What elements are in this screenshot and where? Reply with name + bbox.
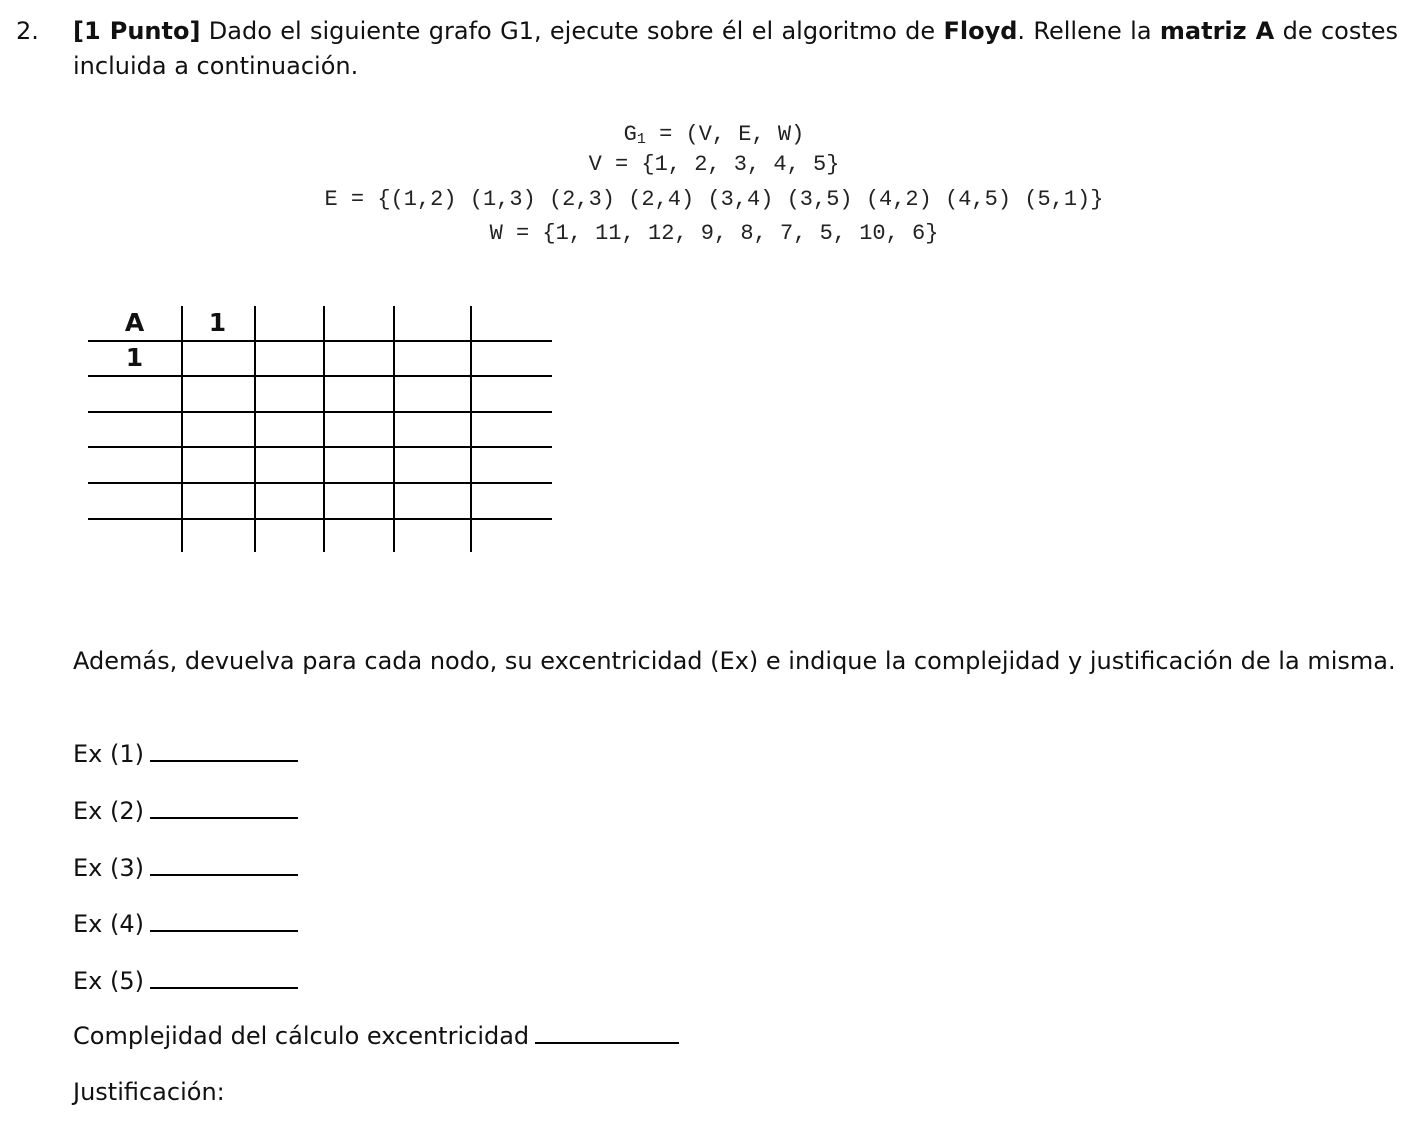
matrix-col-header-1: 1 <box>208 308 227 337</box>
eccentricity-instructions: Además, devuelva para cada nodo, su excentricidad (Ex) e indique la complejidad y justificación de la misma. <box>73 647 1396 675</box>
question-number: 2. <box>16 17 39 45</box>
ex4-row <box>73 907 298 942</box>
ex1-row <box>73 737 298 772</box>
matrix-row-line <box>88 482 552 484</box>
ex3-row <box>73 851 298 886</box>
complexity-row <box>73 1019 679 1054</box>
ex1-label: Ex (1) <box>73 740 144 768</box>
complexity-label: Complejidad del cálculo excentricidad <box>73 1022 530 1050</box>
cost-matrix-a <box>88 306 552 552</box>
edge-set: E = {(1,2) (1,3) (2,3) (2,4) (3,4) (3,5) (4,2) (4,5) (5,1)} <box>324 187 1104 212</box>
matrix-col-line <box>470 306 472 552</box>
matrix-name: matriz A <box>1159 17 1275 45</box>
matrix-corner-label: A <box>124 308 145 337</box>
matrix-row-line <box>88 518 552 520</box>
algorithm-name: Floyd <box>943 17 1018 45</box>
question-statement <box>73 14 1398 84</box>
question-text-a: Dado el siguiente grafo G1, ejecute sobre él el algoritmo de <box>200 17 944 45</box>
question-text-b: . Rellene la <box>1017 17 1160 45</box>
weight-set: W = {1, 11, 12, 9, 8, 7, 5, 10, 6} <box>489 221 939 246</box>
ex3-answer-blank[interactable] <box>150 856 298 876</box>
matrix-col-line <box>323 306 325 552</box>
ex4-label: Ex (4) <box>73 910 144 938</box>
vertex-set: V = {1, 2, 3, 4, 5} <box>588 152 840 177</box>
complexity-answer-blank[interactable] <box>535 1024 679 1044</box>
matrix-col-line <box>181 306 183 552</box>
graph-tuple: = (V, E, W) <box>645 122 805 147</box>
ex1-answer-blank[interactable] <box>150 742 298 762</box>
graph-g-letter: G <box>623 122 637 147</box>
question-points: [1 Punto] <box>73 17 201 45</box>
matrix-col-line <box>393 306 395 552</box>
ex2-row <box>73 794 298 829</box>
matrix-row-line <box>88 446 552 448</box>
ex3-label: Ex (3) <box>73 854 144 882</box>
question-text-c: de costes incluida a continuación. <box>73 17 1399 80</box>
justification-label: Justificación: <box>73 1078 225 1106</box>
matrix-col-line <box>254 306 256 552</box>
ex5-answer-blank[interactable] <box>150 969 298 989</box>
graph-subscript: 1 <box>636 131 646 148</box>
ex4-answer-blank[interactable] <box>150 912 298 932</box>
matrix-row-header-1: 1 <box>125 343 144 372</box>
ex2-label: Ex (2) <box>73 797 144 825</box>
matrix-row-line <box>88 375 552 377</box>
ex5-label: Ex (5) <box>73 967 144 995</box>
ex2-answer-blank[interactable] <box>150 799 298 819</box>
matrix-row-line <box>88 340 552 342</box>
ex5-row <box>73 964 298 999</box>
matrix-row-line <box>88 411 552 413</box>
